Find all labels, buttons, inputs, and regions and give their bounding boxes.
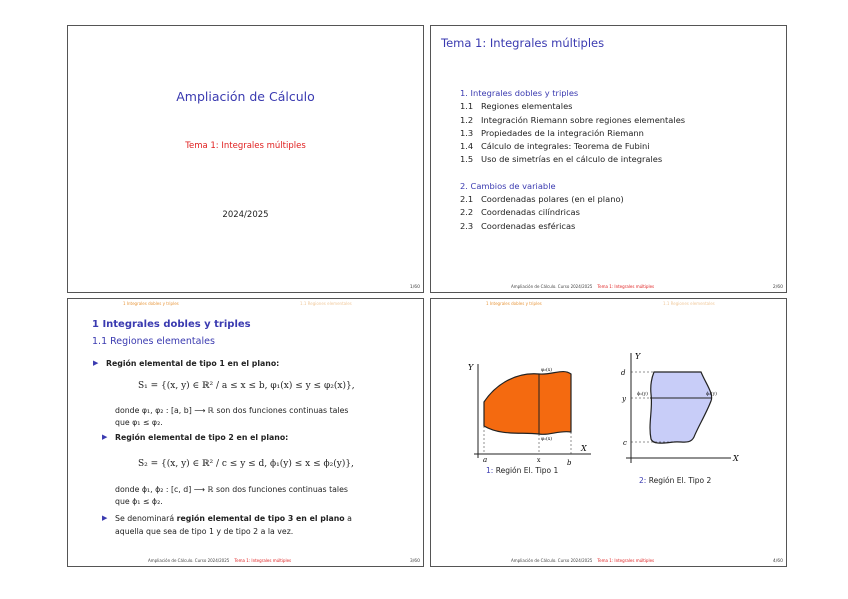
- toc-item[interactable]: 2.1 Coordenadas polares (en el plano): [460, 194, 624, 205]
- presentation-title: Ampliación de Cálculo: [176, 89, 315, 104]
- slide-3: [67, 298, 424, 567]
- toc-item[interactable]: 2.2 Coordenadas cilíndricas: [460, 207, 580, 218]
- label-a: a: [483, 456, 488, 464]
- slide-2: [430, 25, 787, 293]
- text-line: aquella que sea de tipo 1 y de tipo 2 a la vez.: [115, 527, 294, 536]
- text-line: que ϕ₁ ≤ ϕ₂.: [115, 497, 163, 506]
- label-y: y: [622, 395, 626, 403]
- toc-section-2[interactable]: 2. Cambios de variable: [460, 180, 556, 191]
- subsection-heading: 1.1 Regiones elementales: [92, 336, 215, 347]
- caption-fig1: 1: Región El. Tipo 1: [486, 466, 559, 475]
- region-type1: [484, 372, 571, 435]
- label-x: x: [537, 457, 541, 464]
- footer: Ampliación de Cálculo. Curso 2024/2025 Tema 1: Integrales múltiples: [511, 284, 655, 289]
- section-heading: 1 Integrales dobles y triples: [92, 319, 251, 330]
- toc-section-1[interactable]: 1. Integrales dobles y triples: [460, 88, 579, 98]
- label-phi1: φ₁(x): [541, 437, 553, 442]
- bullet-arrow-icon: ▶: [93, 359, 99, 367]
- text-line: que φ₁ ≤ φ₂.: [115, 418, 163, 427]
- page-number: 4/60: [772, 559, 783, 564]
- slide-4: [430, 298, 787, 567]
- figure-type1: [461, 354, 596, 469]
- page-number: 1/60: [409, 285, 420, 290]
- presentation-subtitle: Tema 1: Integrales múltiples: [185, 141, 306, 151]
- toc-item[interactable]: 1.1 Regiones elementales: [460, 101, 573, 112]
- bullet-type3: ▶ Se denominará región elemental de tipo 3 en el plano a: [102, 514, 352, 523]
- label-x-axis: X: [581, 444, 587, 453]
- nav-section[interactable]: 1 Integrales dobles y triples: [486, 301, 542, 306]
- label-psi2: ϕ₂(y): [706, 392, 717, 397]
- toc-item[interactable]: 1.4 Cálculo de integrales: Teorema de Fubini: [460, 141, 650, 152]
- academic-year: 2024/2025: [222, 210, 269, 220]
- toc-item[interactable]: 2.3 Coordenadas esféricas: [460, 220, 576, 231]
- nav-subsection[interactable]: 1.1 Regiones elementales: [663, 301, 715, 306]
- label-b: b: [567, 459, 572, 467]
- toc-item[interactable]: 1.2 Integración Riemann sobre regiones elementales: [460, 114, 686, 125]
- bullet-type2: ▶ Región elemental de tipo 2 en el plano:: [102, 433, 289, 442]
- bullet-type1: ▶ Región elemental de tipo 1 en el plano:: [93, 359, 280, 368]
- page-number: 3/60: [409, 559, 420, 564]
- toc-item[interactable]: 1.5 Uso de simetrías en el cálculo de integrales: [460, 154, 663, 165]
- footer: Ampliación de Cálculo. Curso 2024/2025 Tema 1: Integrales múltiples: [148, 558, 292, 563]
- formula-s2: S₂ = {(x, y) ∈ ℝ² / c ≤ y ≤ d, ϕ₁(y) ≤ x ≤ ϕ₂(y)},: [138, 459, 354, 469]
- bullet-arrow-icon: ▶: [102, 433, 108, 441]
- page-number: 2/60: [772, 285, 783, 290]
- slide-title: Tema 1: Integrales múltiples: [441, 36, 605, 50]
- figure-type2: [606, 349, 746, 474]
- footer: Ampliación de Cálculo. Curso 2024/2025 Tema 1: Integrales múltiples: [511, 558, 655, 563]
- text-line: donde ϕ₁, ϕ₂ : [c, d] ⟶ ℝ son dos funciones continuas tales: [115, 485, 348, 494]
- toc-item[interactable]: 1.3 Propiedades de la integración Riemann: [460, 127, 644, 138]
- bullet-arrow-icon: ▶: [102, 514, 108, 522]
- caption-fig2: 2: Región El. Tipo 2: [639, 476, 712, 485]
- region-type2: [650, 372, 712, 443]
- text-line: donde φ₁, φ₂ : [a, b] ⟶ ℝ son dos funciones continuas tales: [115, 406, 349, 415]
- nav-subsection[interactable]: 1.1 Regiones elementales: [300, 301, 352, 306]
- label-phi2: φ₂(x): [541, 368, 553, 373]
- label-psi1: ϕ₁(y): [637, 392, 648, 397]
- label-y: Y: [468, 363, 474, 372]
- nav-section[interactable]: 1 Integrales dobles y triples: [123, 301, 179, 306]
- label-y-axis: Y: [635, 352, 641, 361]
- label-c: c: [623, 439, 627, 447]
- slide-1: [67, 25, 424, 293]
- label-x-axis: X: [733, 454, 739, 463]
- formula-s1: S₁ = {(x, y) ∈ ℝ² / a ≤ x ≤ b, φ₁(x) ≤ y ≤ φ₂(x)},: [138, 381, 355, 391]
- label-d: d: [621, 369, 626, 377]
- table-of-contents: [460, 87, 685, 233]
